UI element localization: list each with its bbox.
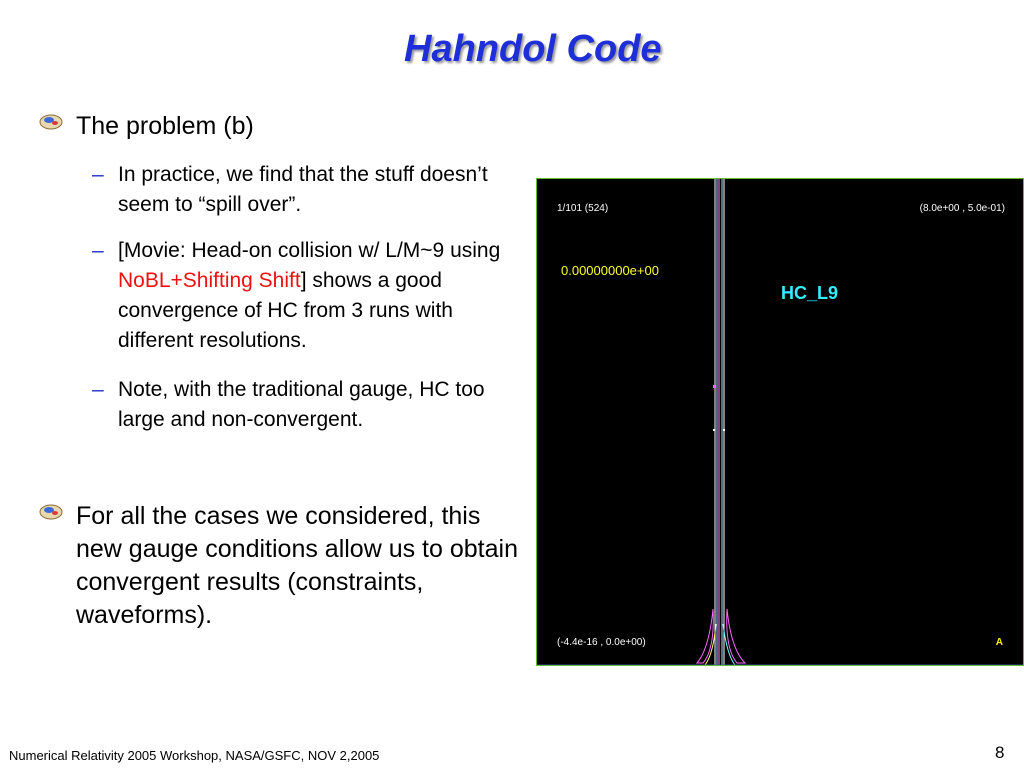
disc-bullet-icon <box>38 110 64 132</box>
dash-marker: – <box>92 163 104 186</box>
movie-frame-plot <box>536 178 1024 666</box>
current-value: 0.00000000e+00 <box>561 263 659 278</box>
sub-bullet-1 <box>92 160 527 220</box>
slide-footer: Numerical Relativity 2005 Workshop, NASA/GSFC, NOV 2,2005 <box>9 748 380 763</box>
bullet-2 <box>38 500 518 632</box>
bullet-2-text: For all the cases we considered, this new gauge conditions allow us to obtain convergent results (constraints, waveforms). <box>76 502 518 629</box>
disc-bullet-icon <box>38 500 64 522</box>
sub-bullet-2 <box>92 236 527 356</box>
sub-bullet-2-text: [Movie: Head-on collision w/ L/M~9 using NoBL+Shifting Shift] shows a good convergence of HC from 3 runs with different resolutions. <box>118 239 501 352</box>
slide-title: Hahndol Code <box>404 28 662 70</box>
bullet-1-text: The problem (b) <box>76 112 254 140</box>
sub-bullet-1-text: In practice, we find that the stuff doesn’t seem to “spill over”. <box>118 163 488 216</box>
page-number: 8 <box>995 743 1005 762</box>
bullet-1 <box>38 110 254 143</box>
gauge-name: NoBL+Shifting Shift <box>118 269 301 292</box>
frame-counter: 1/101 (524) <box>557 203 609 214</box>
sub-bullet-3 <box>92 375 527 435</box>
lower-bound-coords: (-4.4e-16 , 0.0e+00) <box>557 637 646 648</box>
plot-label: HC_L9 <box>781 283 839 303</box>
corner-marker: A <box>995 637 1003 648</box>
dash-marker: – <box>92 378 104 401</box>
upper-bound-coords: (8.0e+00 , 5.0e-01) <box>919 203 1005 214</box>
dash-marker: – <box>92 239 104 262</box>
plot-curves <box>537 179 1024 666</box>
sub-bullet-3-text: Note, with the traditional gauge, HC too large and non-convergent. <box>118 378 485 431</box>
